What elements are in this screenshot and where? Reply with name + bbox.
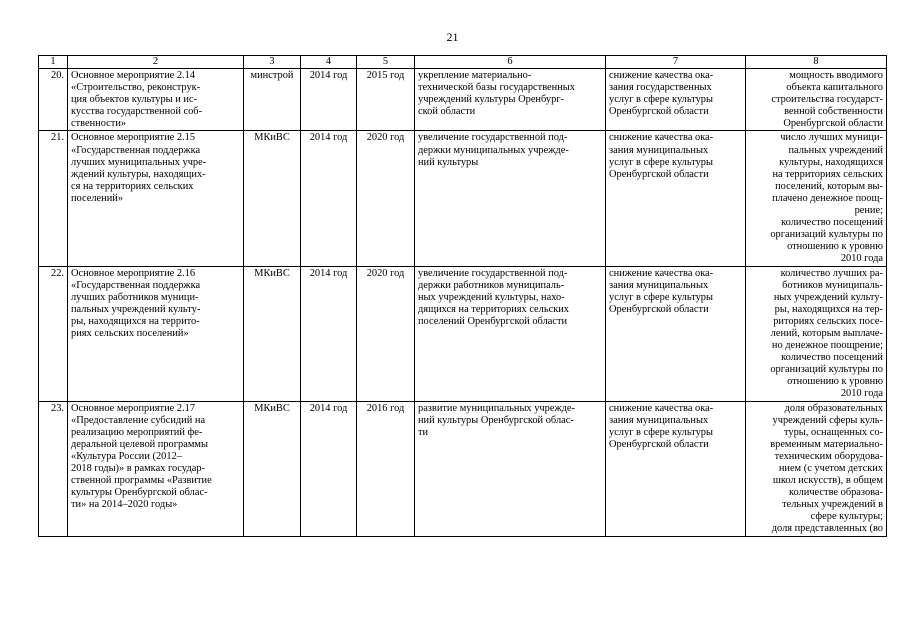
measure-cell-line: «Государственная поддержка (71, 144, 201, 156)
row-number: 21. (39, 131, 68, 266)
expected-result-cell-line: держки муниципальных учрежде- (418, 144, 569, 156)
indicators-cell-line: Оренбургской области (783, 118, 883, 130)
measure-cell-line: «Предоставление субсидий на (71, 414, 206, 426)
indicators-cell-line: количество посещений (781, 352, 883, 364)
consequences-cell (606, 69, 746, 131)
column-header-7: 7 (606, 56, 746, 69)
expected-result-cell-line: увеличение государственной под- (418, 132, 568, 144)
indicators-cell-line: венной собственности (784, 106, 883, 118)
consequences-cell-line: зания муниципальных (609, 414, 709, 426)
indicators-cell-line: риториях сельских посе- (773, 315, 883, 327)
measure-cell-line: Основное мероприятие 2.14 (71, 70, 196, 81)
indicators-cell-line: ботников муниципаль- (782, 279, 883, 291)
start-year-cell: 2014 год (301, 69, 357, 131)
indicators-cell-line: доля представленных (во (771, 523, 883, 535)
row-number: 22. (39, 266, 68, 401)
consequences-cell-line: услуг в сфере культуры (609, 291, 713, 303)
indicators-cell (746, 266, 887, 401)
indicators-cell-line: число лучших муници- (780, 132, 883, 144)
indicators-cell-line: ных учреждений культу- (773, 291, 883, 303)
indicators-cell-line: отношению к уровню (787, 376, 883, 388)
consequences-cell-line: зания муниципальных (609, 279, 709, 291)
measure-cell-line: лучших работников муници- (71, 291, 199, 303)
measure-cell-line: Основное мероприятие 2.16 (71, 267, 196, 279)
indicators-cell-line: культуры, находящихся (779, 156, 883, 168)
program-measures-table (38, 55, 887, 537)
consequences-cell-line: снижение качества ока- (609, 132, 714, 144)
table-row (39, 131, 887, 266)
indicators-cell (746, 69, 887, 131)
measure-cell-line: ся на территориях сельских (71, 180, 194, 192)
measure-cell-line: ти» на 2014–2020 годы» (71, 499, 178, 511)
measure-cell-line: «Государственная поддержка (71, 279, 201, 291)
measure-cell-line: ждений культуры, находящих- (71, 168, 206, 180)
column-header-4: 4 (301, 56, 357, 69)
indicators-cell-line: организаций культуры по (770, 364, 883, 376)
indicators-cell-line: сфере культуры; (810, 511, 883, 523)
consequences-cell-line: зания государственных (609, 82, 712, 94)
consequences-cell-line: снижение качества ока- (609, 267, 714, 279)
indicators-cell-line: строительства государст- (771, 94, 883, 106)
indicators-cell (746, 131, 887, 266)
indicators-cell-line: количество посещений (781, 217, 883, 229)
row-number: 23. (39, 401, 68, 536)
indicators-cell-line: пальных учреждений (788, 144, 883, 156)
measure-cell (68, 401, 244, 536)
end-year-cell: 2015 год (357, 69, 415, 131)
measure-cell-line: ственности» (71, 118, 127, 130)
expected-result-cell-line: укрепление материально- (418, 70, 532, 81)
end-year-cell: 2020 год (357, 131, 415, 266)
indicators-cell-line: но денежное поощрение; (771, 340, 883, 352)
consequences-cell-line: Оренбургской области (609, 168, 709, 180)
expected-result-cell-line: развитие муниципальных учрежде- (418, 402, 575, 414)
expected-result-cell-line: ных учреждений культуры, нахо- (418, 291, 565, 303)
measure-cell-line: Основное мероприятие 2.17 (71, 402, 196, 414)
expected-result-cell-line: ти (418, 426, 429, 438)
indicators-cell-line: доля образовательных (784, 402, 883, 414)
indicators-cell-line: нием (с учетом детских (778, 463, 883, 474)
consequences-cell-line: снижение качества ока- (609, 402, 714, 414)
executor-cell: МКиВС (244, 131, 301, 266)
expected-result-cell (415, 266, 606, 401)
expected-result-cell (415, 401, 606, 536)
table-row (39, 266, 887, 401)
column-header-8: 8 (746, 56, 887, 69)
start-year-cell: 2014 год (301, 131, 357, 266)
indicators-cell-line: 2010 года (840, 388, 883, 400)
measure-cell-line: ция объектов культуры и ис- (71, 94, 198, 106)
header-row (39, 56, 887, 69)
indicators-cell-line: туры, оснащенных со- (784, 426, 883, 438)
expected-result-cell-line: ний культуры (418, 156, 479, 168)
column-header-6: 6 (415, 56, 606, 69)
indicators-cell-line: объекта капитального (786, 82, 883, 94)
measure-cell-line: кусства государственной соб- (71, 106, 203, 118)
column-header-5: 5 (357, 56, 415, 69)
indicators-cell-line: 2010 года (840, 253, 883, 265)
indicators-cell-line: школ искусств), в общем (772, 475, 883, 487)
table-row (39, 69, 887, 131)
measure-cell-line: риях сельских поселений» (71, 327, 189, 339)
table-row (39, 401, 887, 536)
measure-cell (68, 69, 244, 131)
measure-cell-line: ры, находящихся на террито- (71, 315, 200, 327)
measure-cell-line: поселений» (71, 192, 124, 204)
indicators-cell-line: количестве образова- (789, 487, 883, 499)
expected-result-cell-line: учреждений культуры Оренбург- (418, 94, 565, 106)
expected-result-cell-line: дящихся на территориях сельских (418, 303, 570, 315)
expected-result-cell-line: ний культуры Оренбургской облас- (418, 414, 574, 426)
measure-cell (68, 131, 244, 266)
consequences-cell-line: услуг в сфере культуры (609, 156, 713, 168)
measure-cell-line: деральной целевой программы (71, 438, 208, 450)
expected-result-cell-line: держки работников муниципаль- (418, 279, 565, 291)
indicators-cell-line: плачено денежное поощ- (772, 192, 883, 204)
indicators-cell (746, 401, 887, 536)
indicators-cell-line: количество лучших ра- (780, 267, 883, 279)
measure-cell-line: реализацию мероприятий фе- (71, 426, 203, 438)
measure-cell-line: Основное мероприятие 2.15 (71, 132, 196, 144)
end-year-cell: 2020 год (357, 266, 415, 401)
indicators-cell-line: временным материально- (770, 438, 883, 450)
measure-cell-line: «Культура России (2012– (71, 450, 182, 462)
start-year-cell: 2014 год (301, 401, 357, 536)
indicators-cell-line: ры, находящихся на тер- (774, 303, 883, 315)
measure-cell-line: 2018 годы)» в рамках государ- (71, 463, 206, 474)
expected-result-cell-line: поселений Оренбургской области (418, 315, 568, 327)
row-number: 20. (39, 69, 68, 131)
page-number: 21 (446, 30, 459, 44)
expected-result-cell-line: ской области (418, 106, 476, 118)
consequences-cell-line: зания муниципальных (609, 144, 709, 156)
executor-cell: МКиВС (244, 266, 301, 401)
indicators-cell-line: тельных учреждений в (782, 499, 883, 511)
consequences-cell (606, 401, 746, 536)
indicators-cell-line: лений, которым выплаче- (770, 327, 883, 339)
indicators-cell-line: организаций культуры по (770, 229, 883, 241)
expected-result-cell-line: увеличение государственной под- (418, 267, 568, 279)
consequences-cell-line: услуг в сфере культуры (609, 426, 713, 438)
measure-cell-line: пальных учреждений культу- (71, 303, 201, 315)
indicators-cell-line: техническим оборудова- (774, 450, 883, 462)
consequences-cell-line: Оренбургской области (609, 303, 709, 315)
measure-cell-line: «Строительство, реконструк- (71, 82, 201, 94)
expected-result-cell-line: технической базы государственных (418, 82, 575, 94)
consequences-cell-line: снижение качества ока- (609, 70, 714, 81)
consequences-cell-line: услуг в сфере культуры (609, 94, 713, 106)
indicators-cell-line: на территориях сельских (772, 168, 883, 180)
table-body (39, 69, 887, 537)
measure-cell-line: лучших муниципальных учре- (71, 156, 207, 168)
measure-cell-line: ственной программы «Развитие (71, 475, 212, 487)
indicators-cell-line: мощность вводимого (789, 70, 883, 81)
measure-cell (68, 266, 244, 401)
column-header-1: 1 (39, 56, 68, 69)
start-year-cell: 2014 год (301, 266, 357, 401)
column-header-3: 3 (244, 56, 301, 69)
consequences-cell-line: Оренбургской области (609, 106, 709, 118)
executor-cell: МКиВС (244, 401, 301, 536)
consequences-cell (606, 131, 746, 266)
measure-cell-line: культуры Оренбургской облас- (71, 487, 208, 499)
consequences-cell-line: Оренбургской области (609, 438, 709, 450)
indicators-cell-line: отношению к уровню (787, 241, 883, 253)
indicators-cell-line: рение; (854, 205, 883, 217)
expected-result-cell (415, 69, 606, 131)
end-year-cell: 2016 год (357, 401, 415, 536)
executor-cell: минстрой (244, 69, 301, 131)
column-header-2: 2 (68, 56, 244, 69)
indicators-cell-line: поселений, которым вы- (775, 180, 883, 192)
consequences-cell (606, 266, 746, 401)
indicators-cell-line: учреждений сферы куль- (772, 414, 883, 426)
expected-result-cell (415, 131, 606, 266)
